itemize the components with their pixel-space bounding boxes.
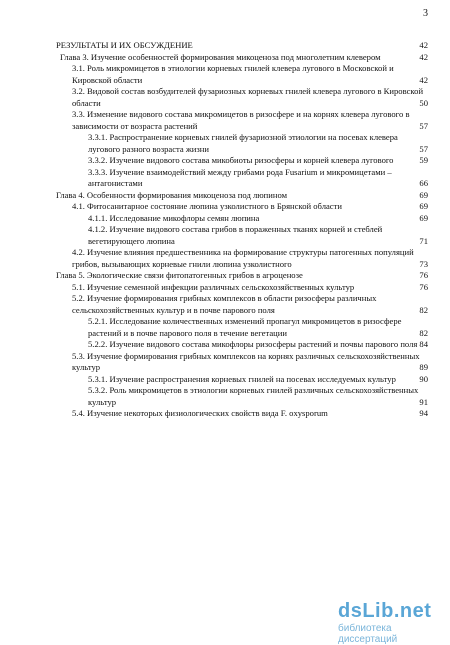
toc-entry-text: 3.3.1. Распространение корневых гнилей фузариозной этиологии на посевах клевера лугового разного возраста жизни: [88, 132, 398, 154]
toc-entry[interactable]: [72, 351, 428, 374]
table-of-contents: [0, 40, 450, 420]
toc-entry-text: Глава 4. Особенности формирования микоценоза под люпином: [56, 189, 288, 200]
toc-entry[interactable]: [72, 201, 428, 213]
toc-entry[interactable]: [88, 167, 428, 190]
toc-entry[interactable]: [72, 86, 428, 109]
page-number: 3: [423, 8, 428, 19]
toc-entry-page: 71: [419, 235, 428, 246]
toc-entry-page: 42: [419, 74, 428, 85]
toc-entry-text: 4.1.2. Изучение видового состава грибов в пораженных тканях корней и стеблей вегетирующего люпина: [88, 224, 383, 246]
toc-entry-text: 3.3.3. Изучение взаимодействий между грибами рода Fusarium и микромицетами – антагонистами: [88, 166, 392, 188]
toc-entry-page: 50: [419, 97, 428, 108]
toc-entry[interactable]: [56, 40, 428, 52]
toc-entry-text: 3.2. Видовой состав возбудителей фузариозных корневых гнилей клевера лугового в Кировской области: [72, 86, 424, 108]
toc-entry-page: 69: [419, 201, 428, 211]
toc-entry-page: 66: [419, 178, 428, 188]
toc-entry-page: 69: [419, 212, 428, 223]
toc-entry[interactable]: [72, 109, 428, 132]
toc-entry-page: 82: [419, 304, 428, 315]
toc-entry-text: 5.2.1. Исследование количественных изменений пропагул микромицетов в ризосфере растений и в почве парового поля в течение вегетации: [88, 316, 402, 338]
dslib-logo: dsLib.net: [338, 600, 432, 622]
toc-entry-page: 57: [419, 143, 428, 154]
toc-entry-page: 73: [419, 258, 428, 269]
toc-entry[interactable]: [72, 247, 428, 270]
toc-entry-page: 90: [419, 373, 428, 384]
toc-entry-text: 5.3.1. Изучение распространения корневых гнилей на посевах исследуемых культур: [88, 373, 396, 384]
toc-entry-text: 5.4. Изучение некоторых физиологических свойств вида F. oxysporum: [72, 408, 328, 418]
toc-entry-text: Глава 5. Экологические связи фитопатогенных грибов в агроценозе: [56, 270, 303, 280]
toc-entry-page: 57: [419, 120, 428, 131]
toc-entry-text: 3.3. Изменение видового состава микромицетов в ризосфере и на корнях клевера лугового в зависимости от возраста растений: [72, 109, 410, 131]
toc-entry-page: 94: [419, 408, 428, 418]
toc-entry[interactable]: [88, 155, 428, 167]
toc-entry[interactable]: [88, 339, 428, 351]
toc-entry-page: 91: [419, 396, 428, 407]
toc-entry[interactable]: [88, 374, 428, 386]
toc-entry[interactable]: [88, 316, 428, 339]
dslib-watermark: [338, 600, 442, 645]
toc-entry-text: 3.1. Роль микромицетов в этиологии корневых гнилей клевера лугового в Московской и Кировской области: [72, 63, 394, 85]
toc-entry-text: 5.2. Изучение формирования грибных комплексов в области ризосферы различных сельскохозяйственных культур и в почве парового поля: [72, 293, 377, 315]
toc-entry-text: 3.3.2. Изучение видового состава микобиоты ризосферы и корней клевера лугового: [88, 155, 394, 165]
toc-entry-text: 4.1.1. Исследование микофлоры семян люпина: [88, 212, 260, 223]
toc-entry[interactable]: [72, 282, 428, 294]
toc-entry[interactable]: [88, 385, 428, 408]
toc-entry-page: 76: [419, 270, 428, 280]
toc-entry-page: 89: [419, 362, 428, 372]
toc-entry-page: 42: [419, 51, 428, 62]
toc-entry[interactable]: [88, 132, 428, 155]
toc-entry-text: Глава 3. Изучение особенностей формирования микоценоза под многолетним клевером: [60, 51, 381, 62]
dslib-subtitle: библиотека диссертаций: [338, 623, 398, 645]
toc-entry[interactable]: [72, 408, 428, 420]
toc-entry[interactable]: [60, 52, 428, 64]
toc-entry[interactable]: [72, 63, 428, 86]
toc-entry-page: 84: [419, 339, 428, 349]
toc-entry-page: 76: [419, 281, 428, 292]
toc-entry-page: 69: [419, 189, 428, 200]
toc-entry[interactable]: [72, 293, 428, 316]
toc-entry[interactable]: [88, 213, 428, 225]
toc-entry-text: 4.1. Фитосанитарное состояние люпина узколистного в Брянской области: [72, 201, 342, 211]
toc-entry-text: 5.2.2. Изучение видового состава микофлоры ризосферы растений и почвы парового поля: [88, 339, 418, 349]
toc-entry[interactable]: [88, 224, 428, 247]
toc-entry[interactable]: [56, 190, 428, 202]
toc-entry-page: 59: [419, 155, 428, 165]
toc-entry-text: 5.1. Изучение семенной инфекции различных сельскохозяйственных культур: [72, 281, 355, 292]
toc-entry-page: 42: [419, 40, 428, 50]
toc-entry-text: 5.3. Изучение формирования грибных комплексов на корнях различных сельскохозяйственных культур: [72, 350, 420, 372]
toc-entry-text: 4.2. Изучение влияния предшественника на формирование структуры патогенных популяций грибов, вызывающих корневые гнили люпина узколистного: [72, 247, 414, 269]
toc-entry-text: 5.3.2. Роль микромицетов в этиологии корневых гнилей различных сельскохозяйственных культур: [88, 385, 419, 407]
toc-entry-page: 82: [419, 327, 428, 338]
toc-entry[interactable]: [56, 270, 428, 282]
toc-entry-text: РЕЗУЛЬТАТЫ И ИХ ОБСУЖДЕНИЕ: [56, 40, 193, 50]
